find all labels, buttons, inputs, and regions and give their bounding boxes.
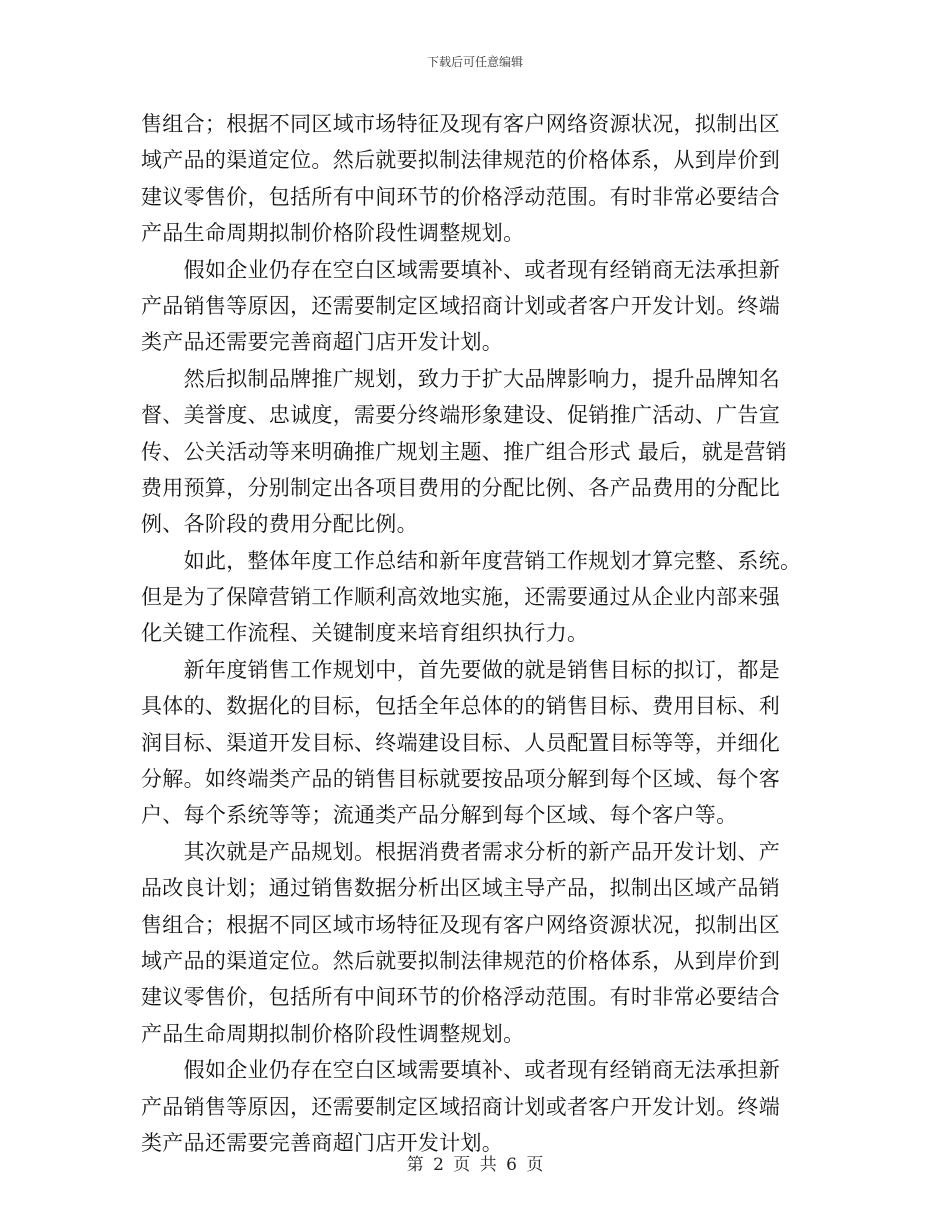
- text-line: 具体的、数据化的目标，包括全年总体的的销售目标、费用目标、利: [141, 694, 780, 719]
- text-line: 其次就是产品规划。根据消费者需求分析的新产品开发计划、产: [141, 839, 780, 864]
- text-line: 建议零售价，包括所有中间环节的价格浮动范围。有时非常必要结合: [141, 184, 780, 209]
- page-header: 下载后可任意编辑: [426, 55, 523, 69]
- text-line: 产品生命周期拟制价格阶段性调整规划。: [141, 221, 525, 246]
- text-line: 产品销售等原因，还需要制定区域招商计划或者客户开发计划。终端: [141, 293, 780, 318]
- text-line: 品改良计划；通过销售数据分析出区域主导产品，拟制出区域产品销: [141, 876, 780, 901]
- page-number-footer: 第 2 页 共 6 页: [406, 1155, 544, 1175]
- text-line: 例、各阶段的费用分配比例。: [141, 512, 418, 537]
- text-line: 假如企业仍存在空白区域需要填补、或者现有经销商无法承担新: [141, 257, 780, 282]
- text-line: 督、美誉度、忠诚度，需要分终端形象建设、促销推广活动、广告宣: [141, 403, 780, 428]
- text-line: 类产品还需要完善商超门店开发计划。: [141, 1130, 504, 1155]
- text-line: 分解。如终端类产品的销售目标就要按品项分解到每个区域、每个客: [141, 767, 780, 792]
- text-line: 如此，整体年度工作总结和新年度营销工作规划才算完整、系统。: [141, 548, 802, 573]
- text-line: 域产品的渠道定位。然后就要拟制法律规范的价格体系，从到岸价到: [141, 148, 780, 173]
- text-line: 化关键工作流程、关键制度来培育组织执行力。: [141, 621, 589, 646]
- text-line: 新年度销售工作规划中，首先要做的就是销售目标的拟订，都是: [141, 657, 780, 682]
- text-line: 传、公关活动等来明确推广规划主题、推广组合形式 最后，就是营销: [141, 439, 787, 464]
- text-line: 但是为了保障营销工作顺利高效地实施，还需要通过从企业内部来强: [141, 585, 780, 610]
- text-line: 假如企业仍存在空白区域需要填补、或者现有经销商无法承担新: [141, 1058, 780, 1083]
- text-line: 费用预算，分别制定出各项目费用的分配比例、各产品费用的分配比: [141, 475, 780, 500]
- text-line: 售组合；根据不同区域市场特征及现有客户网络资源状况，拟制出区: [141, 912, 780, 937]
- text-line: 域产品的渠道定位。然后就要拟制法律规范的价格体系，从到岸价到: [141, 948, 780, 973]
- text-line: 润目标、渠道开发目标、终端建设目标、人员配置目标等等，并细化: [141, 730, 780, 755]
- text-line: 售组合；根据不同区域市场特征及现有客户网络资源状况，拟制出区: [141, 112, 780, 136]
- text-line: 产品生命周期拟制价格阶段性调整规划。: [141, 1021, 525, 1046]
- text-line: 类产品还需要完善商超门店开发计划。: [141, 330, 504, 355]
- text-line: 然后拟制品牌推广规划，致力于扩大品牌影响力，提升品牌知名: [141, 366, 780, 391]
- text-line: 建议零售价，包括所有中间环节的价格浮动范围。有时非常必要结合: [141, 985, 780, 1010]
- text-line: 户、每个系统等等；流通类产品分解到每个区域、每个客户等。: [141, 803, 738, 828]
- body-text: [141, 106, 809, 1161]
- text-line: 产品销售等原因，还需要制定区域招商计划或者客户开发计划。终端: [141, 1094, 780, 1119]
